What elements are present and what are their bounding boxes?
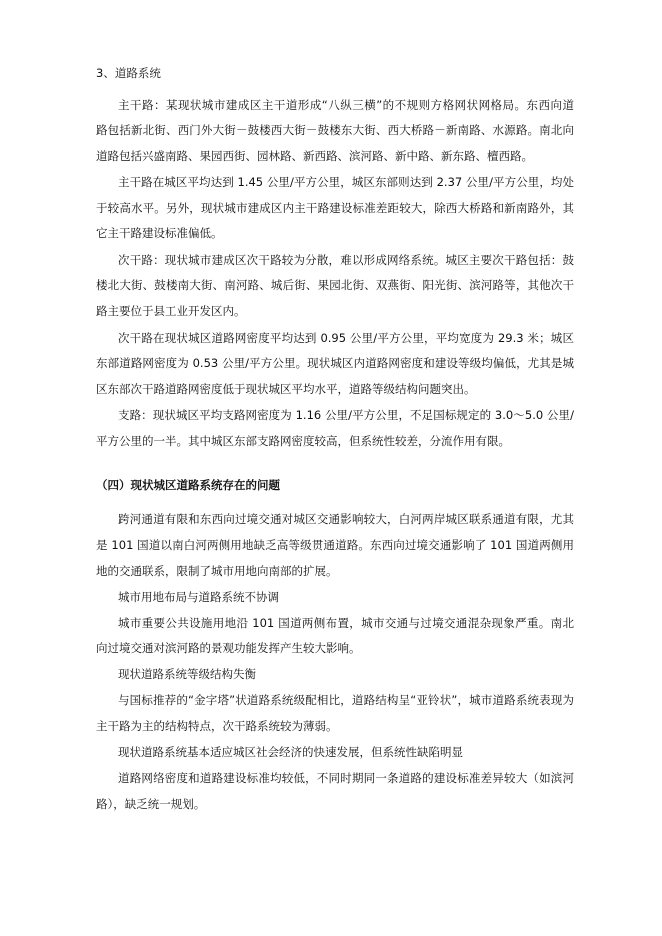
paragraph-line: 主干路为主的结构特点，次干路系统较为薄弱。 <box>96 719 338 733</box>
paragraph-line: 道路网络密度和道路建设标准均较低，不同时期同一条道路的建设标准差异较大（如滨河 <box>118 771 574 785</box>
paragraph-line: 东部道路网密度为 0.53 公里/平方公里。现状城区内道路网密度和建设等级均偏低，尤其是城 <box>96 356 574 370</box>
paragraph-line: 路），缺乏统一规划。 <box>96 797 206 811</box>
paragraph-line: 跨河通道有限和东西向过境交通对城区交通影响较大，白河两岸城区联系通道有限，尤其 <box>118 512 574 526</box>
section-heading-road-problems: （四）现状城区道路系统存在的问题 <box>96 478 280 492</box>
paragraph-line: 平方公里的一半。其中城区东部支路网密度较高，但系统性较差，分流作用有限。 <box>96 434 510 448</box>
paragraph-line: 城市重要公共设施用地沿 101 国道两侧布置，城市交通与过境交通混杂现象严重。南北 <box>118 616 574 630</box>
paragraph-line: 主干路在城区平均达到 1.45 公里/平方公里，城区东部则达到 2.37 公里/平方公里，均处 <box>118 175 574 189</box>
paragraph-line: 路主要位于县工业开发区内。 <box>96 304 246 318</box>
section-heading-road-system: 3、道路系统 <box>96 66 161 80</box>
paragraph-line: 地的交通联系，限制了城市用地向南部的扩展。 <box>96 564 338 578</box>
paragraph-line: 支路：现状城区平均支路网密度为 1.16 公里/平方公里，不足国标规定的 3.0～5.0 公里/ <box>118 408 574 422</box>
paragraph-line: 路包括新北街、西门外大街－鼓楼西大街－鼓楼东大街、西大桥路－新南路、水源路。南北向 <box>96 123 574 137</box>
paragraph-line: 次干路：现状城市建成区次干路较为分散，难以形成网络系统。城区主要次干路包括：鼓 <box>118 253 574 267</box>
subheading: 现状道路系统等级结构失衡 <box>118 667 256 681</box>
paragraph-line: 于较高水平。另外，现状城市建成区内主干路建设标准差距较大，除西大桥路和新南路外，其 <box>96 201 574 215</box>
paragraph-line: 与国标推荐的“金字塔”状道路系统级配相比，道路结构呈“亚铃状”，城市道路系统表现为 <box>118 693 574 707</box>
paragraph-line: 向过境交通对滨河路的景观功能发挥产生较大影响。 <box>96 641 361 655</box>
paragraph-line: 楼北大街、鼓楼南大街、南河路、城后街、果园北街、双燕街、阳光街、滨河路等，其他次干 <box>96 278 574 292</box>
paragraph-line: 区东部次干路道路网密度低于现状城区平均水平，道路等级结构问题突出。 <box>96 382 476 396</box>
paragraph-line: 次干路在现状城区道路网密度平均达到 0.95 公里/平方公里，平均宽度为 29.3 米；城区 <box>118 331 574 345</box>
subheading: 城市用地布局与道路系统不协调 <box>118 590 279 604</box>
paragraph-line: 它主干路建设标准偏低。 <box>96 226 223 240</box>
paragraph-line: 道路包括兴盛南路、果园西街、园林路、新西路、滨河路、新中路、新东路、檀西路。 <box>96 149 533 163</box>
subheading: 现状道路系统基本适应城区社会经济的快速发展，但系统性缺陷明显 <box>118 745 463 759</box>
paragraph-line: 主干路：某现状城市建成区主干道形成“八纵三横”的不规则方格网状网格局。东西向道 <box>118 98 574 112</box>
paragraph-line: 是 101 国道以南白河两侧用地缺乏高等级贯通道路。东西向过境交通影响了 101 国道两侧用 <box>96 538 574 552</box>
